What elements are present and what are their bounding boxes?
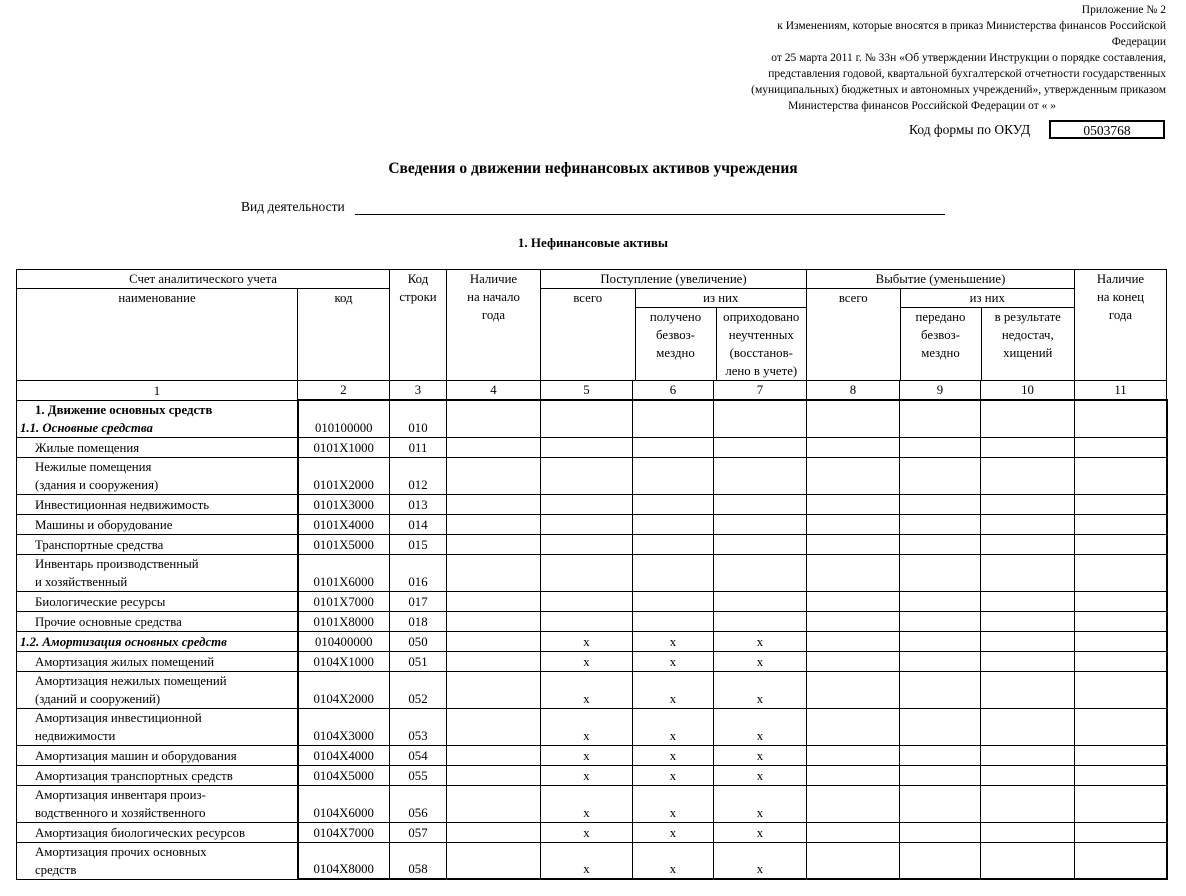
value-cell-col11[interactable]: [1075, 631, 1167, 651]
value-cell-col7[interactable]: [714, 494, 807, 514]
value-cell-col9[interactable]: [900, 437, 981, 457]
row-name: Нежилые помещения (здания и сооружения): [17, 457, 298, 494]
row-name: 1.2. Амортизация основных средств: [17, 631, 298, 651]
table-row: [17, 457, 1167, 494]
value-cell-col8[interactable]: [807, 651, 900, 671]
value-cell-col11[interactable]: [1075, 514, 1167, 534]
value-cell-col10[interactable]: [981, 437, 1075, 457]
row-account-code: 0101X1000: [298, 437, 390, 457]
value-cell-col5[interactable]: [541, 591, 633, 611]
row-line-code: 012: [390, 457, 447, 494]
value-cell-col7: x: [714, 745, 807, 765]
value-cell-col6: x: [633, 708, 714, 745]
value-cell-col8[interactable]: [807, 494, 900, 514]
value-cell-col4[interactable]: [447, 437, 541, 457]
row-name: Амортизация машин и оборудования: [17, 745, 298, 765]
assets-table: [16, 269, 1168, 880]
value-cell-col10[interactable]: [981, 785, 1075, 822]
value-cell-col9[interactable]: [900, 591, 981, 611]
value-cell-col9[interactable]: [900, 842, 981, 879]
value-cell-col10[interactable]: [981, 400, 1075, 437]
value-cell-col7[interactable]: [714, 534, 807, 554]
value-cell-col7: x: [714, 842, 807, 879]
row-line-code: 015: [390, 534, 447, 554]
row-account-code: 0101X2000: [298, 457, 390, 494]
value-cell-col8[interactable]: [807, 611, 900, 631]
value-cell-col8[interactable]: [807, 631, 900, 651]
row-line-code: 013: [390, 494, 447, 514]
row-account-code: 0101X3000: [298, 494, 390, 514]
table-row: [17, 671, 1167, 708]
value-cell-col5[interactable]: [541, 534, 633, 554]
header-shortage: в результате недостач, хищений: [994, 310, 1061, 360]
header-transferred-free: передано безвоз- мездно: [900, 308, 981, 380]
value-cell-col8[interactable]: [807, 765, 900, 785]
value-cell-col5: x: [541, 822, 633, 842]
header-income-sub: [541, 289, 807, 381]
row-account-code: 0101X4000: [298, 514, 390, 534]
header-income: Поступление (увеличение): [541, 270, 807, 289]
col-num: 6: [633, 381, 714, 401]
value-cell-col4[interactable]: [447, 785, 541, 822]
value-cell-col10[interactable]: [981, 457, 1075, 494]
value-cell-col5[interactable]: [541, 400, 633, 437]
col-num: 11: [1075, 381, 1167, 401]
value-cell-col10[interactable]: [981, 822, 1075, 842]
row-name: Амортизация транспортных средств: [17, 765, 298, 785]
value-cell-col5: x: [541, 842, 633, 879]
value-cell-col8[interactable]: [807, 437, 900, 457]
value-cell-col9[interactable]: [900, 785, 981, 822]
value-cell-col9[interactable]: [900, 631, 981, 651]
row-account-code: 0104X5000: [298, 765, 390, 785]
value-cell-col4[interactable]: [447, 514, 541, 534]
note-line: (муниципальных) бюджетных и автономных учреждений», утвержденным приказом: [751, 84, 1166, 96]
value-cell-col7[interactable]: [714, 554, 807, 591]
table-row: [17, 400, 1167, 437]
table-row: [17, 494, 1167, 514]
note-line: Федерации: [1111, 36, 1166, 48]
note-line: Приложение № 2: [1081, 4, 1166, 16]
value-cell-col6: x: [633, 631, 714, 651]
value-cell-col4[interactable]: [447, 822, 541, 842]
value-cell-col11[interactable]: [1075, 494, 1167, 514]
row-line-code: 016: [390, 554, 447, 591]
value-cell-col9[interactable]: [900, 745, 981, 765]
header-code: код: [298, 289, 390, 381]
row-account-code: 010100000: [298, 400, 390, 437]
value-cell-col5[interactable]: [541, 494, 633, 514]
value-cell-col7: x: [714, 671, 807, 708]
value-cell-col9[interactable]: [900, 822, 981, 842]
value-cell-col5: x: [541, 785, 633, 822]
legal-reference-note: [726, 2, 1166, 114]
table-row: [17, 437, 1167, 457]
row-line-code: 018: [390, 611, 447, 631]
value-cell-col10[interactable]: [981, 631, 1075, 651]
table-row: [17, 745, 1167, 765]
row-line-code: 011: [390, 437, 447, 457]
value-cell-col10[interactable]: [981, 745, 1075, 765]
value-cell-col10[interactable]: [981, 651, 1075, 671]
activity-input-line[interactable]: [355, 214, 945, 215]
value-cell-col10[interactable]: [981, 708, 1075, 745]
row-line-code: 014: [390, 514, 447, 534]
value-cell-col6: x: [633, 765, 714, 785]
header-outflow-of: из них: [900, 289, 1074, 308]
value-cell-col9[interactable]: [900, 708, 981, 745]
row-line-code: 053: [390, 708, 447, 745]
header-received-free: получено безвоз- мездно: [635, 308, 716, 381]
value-cell-col8[interactable]: [807, 400, 900, 437]
value-cell-col6: x: [633, 785, 714, 822]
value-cell-col11[interactable]: [1075, 822, 1167, 842]
col-num: 9: [900, 381, 981, 401]
row-name: Прочие основные средства: [17, 611, 298, 631]
header-unaccounted: оприходовано неучтенных (восстанов- лено в учете): [723, 310, 800, 378]
row-account-code: 0101X6000: [298, 554, 390, 591]
note-line: представления годовой, квартальной бухгалтерской отчетности государственных: [768, 68, 1166, 80]
value-cell-col7: x: [714, 822, 807, 842]
value-cell-col6: x: [633, 671, 714, 708]
value-cell-col5[interactable]: [541, 554, 633, 591]
note-line: к Изменениям, которые вносятся в приказ Министерства финансов Российской: [777, 20, 1166, 32]
table-row: [17, 822, 1167, 842]
value-cell-col8[interactable]: [807, 554, 900, 591]
value-cell-col10[interactable]: [981, 765, 1075, 785]
value-cell-col4[interactable]: [447, 842, 541, 879]
value-cell-col4[interactable]: [447, 671, 541, 708]
value-cell-col9[interactable]: [900, 651, 981, 671]
row-line-code: 010: [390, 400, 447, 437]
section-title: 1. Нефинансовые активы: [517, 235, 669, 250]
row-account-code: 0101X7000: [298, 591, 390, 611]
value-cell-col11[interactable]: [1075, 651, 1167, 671]
value-cell-col10[interactable]: [981, 842, 1075, 879]
group-title: 1. Движение основных средств: [35, 402, 213, 417]
row-name: Амортизация жилых помещений: [17, 651, 298, 671]
col-num: 7: [714, 381, 807, 401]
value-cell-col7[interactable]: [714, 611, 807, 631]
value-cell-col6[interactable]: [633, 554, 714, 591]
value-cell-col8[interactable]: [807, 785, 900, 822]
value-cell-col11[interactable]: [1075, 785, 1167, 822]
table-row: [17, 591, 1167, 611]
value-cell-col11[interactable]: [1075, 400, 1167, 437]
value-cell-col6: x: [633, 651, 714, 671]
header-end: Наличие на конец года: [1075, 270, 1167, 381]
col-num: 4: [447, 381, 541, 401]
row-name: Амортизация инвентаря произ- водственного и хозяйственного: [17, 785, 298, 822]
value-cell-col10[interactable]: [981, 494, 1075, 514]
okud-code-field[interactable]: 0503768: [1049, 120, 1165, 139]
value-cell-col4[interactable]: [447, 708, 541, 745]
row-line-code: 055: [390, 765, 447, 785]
value-cell-col7: x: [714, 651, 807, 671]
value-cell-col7: x: [714, 631, 807, 651]
header-row-code: Код строки: [390, 270, 447, 381]
value-cell-col9[interactable]: [900, 514, 981, 534]
value-cell-col7: x: [714, 708, 807, 745]
value-cell-col11[interactable]: [1075, 765, 1167, 785]
value-cell-col8[interactable]: [807, 457, 900, 494]
value-cell-col5[interactable]: [541, 437, 633, 457]
header-outflow-total: всего: [807, 289, 900, 380]
value-cell-col4[interactable]: [447, 554, 541, 591]
value-cell-col7: x: [714, 785, 807, 822]
row-name: Инвентарь производственный и хозяйственный: [17, 554, 298, 591]
value-cell-col11[interactable]: [1075, 554, 1167, 591]
value-cell-col6[interactable]: [633, 494, 714, 514]
value-cell-col8[interactable]: [807, 514, 900, 534]
value-cell-col10[interactable]: [981, 514, 1075, 534]
value-cell-col4[interactable]: [447, 611, 541, 631]
value-cell-col4[interactable]: [447, 745, 541, 765]
row-account-code: 0104X7000: [298, 822, 390, 842]
row-name: 1. Движение основных средств 1.1. Основные средства: [17, 400, 298, 437]
value-cell-col6: x: [633, 822, 714, 842]
row-account-code: 010400000: [298, 631, 390, 651]
table-row: [17, 514, 1167, 534]
table-row: [17, 765, 1167, 785]
header-account: Счет аналитического учета: [17, 270, 390, 289]
table-row: [17, 842, 1167, 879]
row-name: Жилые помещения: [17, 437, 298, 457]
value-cell-col4[interactable]: [447, 457, 541, 494]
row-name: Амортизация инвестиционной недвижимости: [17, 708, 298, 745]
table-row: [17, 554, 1167, 591]
column-numbers-row: [17, 381, 1167, 401]
row-name: Машины и оборудование: [17, 514, 298, 534]
value-cell-col4[interactable]: [447, 651, 541, 671]
table-row: [17, 708, 1167, 745]
value-cell-col11[interactable]: [1075, 842, 1167, 879]
header-name: наименование: [17, 289, 298, 381]
value-cell-col10[interactable]: [981, 534, 1075, 554]
value-cell-col10[interactable]: [981, 671, 1075, 708]
value-cell-col11[interactable]: [1075, 671, 1167, 708]
value-cell-col6[interactable]: [633, 457, 714, 494]
col-num: 3: [390, 381, 447, 401]
value-cell-col7[interactable]: [714, 400, 807, 437]
col-num: 8: [807, 381, 900, 401]
value-cell-col11[interactable]: [1075, 437, 1167, 457]
value-cell-col4[interactable]: [447, 400, 541, 437]
value-cell-col5: x: [541, 651, 633, 671]
row-line-code: 054: [390, 745, 447, 765]
row-line-code: 051: [390, 651, 447, 671]
row-account-code: 0101X5000: [298, 534, 390, 554]
header-outflow: Выбытие (уменьшение): [807, 270, 1075, 289]
table-row: [17, 651, 1167, 671]
col-num: 10: [981, 381, 1075, 401]
value-cell-col9[interactable]: [900, 611, 981, 631]
value-cell-col4[interactable]: [447, 534, 541, 554]
value-cell-col7[interactable]: [714, 437, 807, 457]
value-cell-col6[interactable]: [633, 400, 714, 437]
value-cell-col6[interactable]: [633, 534, 714, 554]
table-row: [17, 631, 1167, 651]
value-cell-col9[interactable]: [900, 554, 981, 591]
value-cell-col6[interactable]: [633, 611, 714, 631]
okud-label: Код формы по ОКУД: [909, 122, 1031, 137]
value-cell-col8[interactable]: [807, 671, 900, 708]
row-name: Биологические ресурсы: [17, 591, 298, 611]
row-name: Амортизация биологических ресурсов: [17, 822, 298, 842]
value-cell-col5[interactable]: [541, 457, 633, 494]
value-cell-col8[interactable]: [807, 534, 900, 554]
value-cell-col11[interactable]: [1075, 457, 1167, 494]
value-cell-col5: x: [541, 745, 633, 765]
value-cell-col9[interactable]: [900, 765, 981, 785]
value-cell-col4[interactable]: [447, 765, 541, 785]
row-name: Амортизация прочих основных средств: [17, 842, 298, 879]
value-cell-col11[interactable]: [1075, 611, 1167, 631]
table-row: [17, 534, 1167, 554]
value-cell-col7: x: [714, 765, 807, 785]
header-income-total: всего: [541, 289, 635, 380]
value-cell-col9[interactable]: [900, 671, 981, 708]
value-cell-col8[interactable]: [807, 708, 900, 745]
row-account-code: 0104X6000: [298, 785, 390, 822]
table-row: [17, 611, 1167, 631]
value-cell-col4[interactable]: [447, 591, 541, 611]
row-line-code: 052: [390, 671, 447, 708]
row-line-code: 050: [390, 631, 447, 651]
value-cell-col6[interactable]: [633, 437, 714, 457]
value-cell-col5: x: [541, 708, 633, 745]
value-cell-col8[interactable]: [807, 745, 900, 765]
value-cell-col6[interactable]: [633, 591, 714, 611]
activity-label: Вид деятельности: [241, 199, 345, 214]
row-name: Транспортные средства: [17, 534, 298, 554]
value-cell-col5: x: [541, 671, 633, 708]
value-cell-col11[interactable]: [1075, 534, 1167, 554]
row-name: Амортизация нежилых помещений (зданий и сооружений): [17, 671, 298, 708]
header-outflow-sub: [807, 289, 1075, 381]
header-income-of: из них: [635, 289, 806, 308]
value-cell-col9[interactable]: [900, 400, 981, 437]
value-cell-col5: x: [541, 631, 633, 651]
value-cell-col4[interactable]: [447, 631, 541, 651]
value-cell-col10[interactable]: [981, 554, 1075, 591]
value-cell-col8[interactable]: [807, 842, 900, 879]
col-num: 5: [541, 381, 633, 401]
col-num: 1: [17, 381, 298, 401]
col-num: 2: [298, 381, 390, 401]
value-cell-col7[interactable]: [714, 514, 807, 534]
value-cell-col6: x: [633, 842, 714, 879]
value-cell-col10[interactable]: [981, 611, 1075, 631]
row-account-code: 0104X4000: [298, 745, 390, 765]
header-start: Наличие на начало года: [447, 270, 541, 381]
row-account-code: 0104X8000: [298, 842, 390, 879]
row-line-code: 057: [390, 822, 447, 842]
value-cell-col8[interactable]: [807, 591, 900, 611]
row-account-code: 0104X3000: [298, 708, 390, 745]
value-cell-col6: x: [633, 745, 714, 765]
value-cell-col7[interactable]: [714, 457, 807, 494]
value-cell-col11[interactable]: [1075, 708, 1167, 745]
value-cell-col6[interactable]: [633, 514, 714, 534]
value-cell-col5: x: [541, 765, 633, 785]
value-cell-col9[interactable]: [900, 457, 981, 494]
value-cell-col9[interactable]: [900, 534, 981, 554]
value-cell-col5[interactable]: [541, 514, 633, 534]
value-cell-col7[interactable]: [714, 591, 807, 611]
table-row: [17, 785, 1167, 822]
row-line-code: 058: [390, 842, 447, 879]
value-cell-col11[interactable]: [1075, 745, 1167, 765]
value-cell-col4[interactable]: [447, 494, 541, 514]
row-account-code: 0104X2000: [298, 671, 390, 708]
value-cell-col9[interactable]: [900, 494, 981, 514]
row-account-code: 0101X8000: [298, 611, 390, 631]
row-name: Инвестиционная недвижимость: [17, 494, 298, 514]
value-cell-col8[interactable]: [807, 822, 900, 842]
document-title: Сведения о движении нефинансовых активов учреждения: [388, 160, 798, 177]
row-line-code: 056: [390, 785, 447, 822]
row-account-code: 0104X1000: [298, 651, 390, 671]
row-line-code: 017: [390, 591, 447, 611]
value-cell-col11[interactable]: [1075, 591, 1167, 611]
note-line: от 25 марта 2011 г. № 33н «Об утверждении Инструкции о порядке составления,: [771, 52, 1166, 64]
note-line: Министерства финансов Российской Федерации от « »: [788, 100, 1056, 112]
value-cell-col5[interactable]: [541, 611, 633, 631]
value-cell-col10[interactable]: [981, 591, 1075, 611]
